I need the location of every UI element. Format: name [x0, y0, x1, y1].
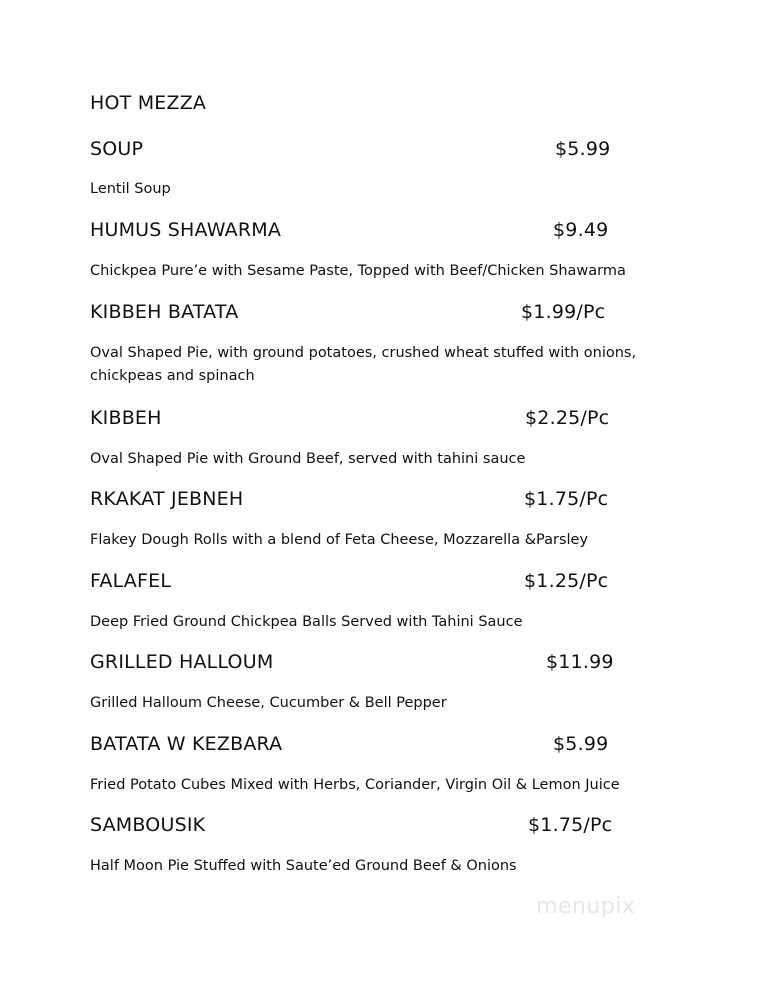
- item-description: Oval Shaped Pie, with ground potatoes, crushed wheat stuffed with onions, chickpeas and spinach: [90, 345, 637, 384]
- item-name: HUMUS SHAWARMA: [90, 219, 282, 241]
- item-price: $11.99: [546, 651, 614, 673]
- watermark-logo: menupix: [536, 894, 636, 919]
- item-name: SAMBOUSIK: [90, 814, 206, 836]
- item-name: BATATA W KEZBARA: [90, 733, 283, 755]
- item-description: Grilled Halloum Cheese, Cucumber & Bell Pepper: [90, 695, 447, 711]
- item-price: $2.25/Pc: [525, 407, 610, 429]
- item-description: Oval Shaped Pie with Ground Beef, served with tahini sauce: [90, 451, 526, 467]
- item-description: Flakey Dough Rolls with a blend of Feta Cheese, Mozzarella &Parsley: [90, 532, 589, 548]
- item-name: KIBBEH: [90, 407, 162, 429]
- item-description: Fried Potato Cubes Mixed with Herbs, Coriander, Virgin Oil & Lemon Juice: [90, 777, 620, 793]
- section-title: HOT MEZZA: [90, 92, 207, 114]
- item-price: $1.75/Pc: [524, 488, 609, 510]
- item-description: Lentil Soup: [90, 181, 171, 197]
- item-price: $9.49: [553, 219, 609, 241]
- item-name: RKAKAT JEBNEH: [90, 488, 244, 510]
- item-name: FALAFEL: [90, 570, 172, 592]
- item-price: $1.99/Pc: [521, 301, 606, 323]
- item-name: KIBBEH BATATA: [90, 301, 239, 323]
- item-name: GRILLED HALLOUM: [90, 651, 274, 673]
- item-price: $5.99: [553, 733, 609, 755]
- item-price: $1.25/Pc: [524, 570, 609, 592]
- item-description: Chickpea Pure’e with Sesame Paste, Topped with Beef/Chicken Shawarma: [90, 263, 626, 279]
- item-name: SOUP: [90, 138, 144, 160]
- item-description: Deep Fried Ground Chickpea Balls Served with Tahini Sauce: [90, 614, 523, 630]
- item-description: Half Moon Pie Stuffed with Saute’ed Ground Beef & Onions: [90, 858, 517, 874]
- item-price: $5.99: [555, 138, 611, 160]
- item-price: $1.75/Pc: [528, 814, 613, 836]
